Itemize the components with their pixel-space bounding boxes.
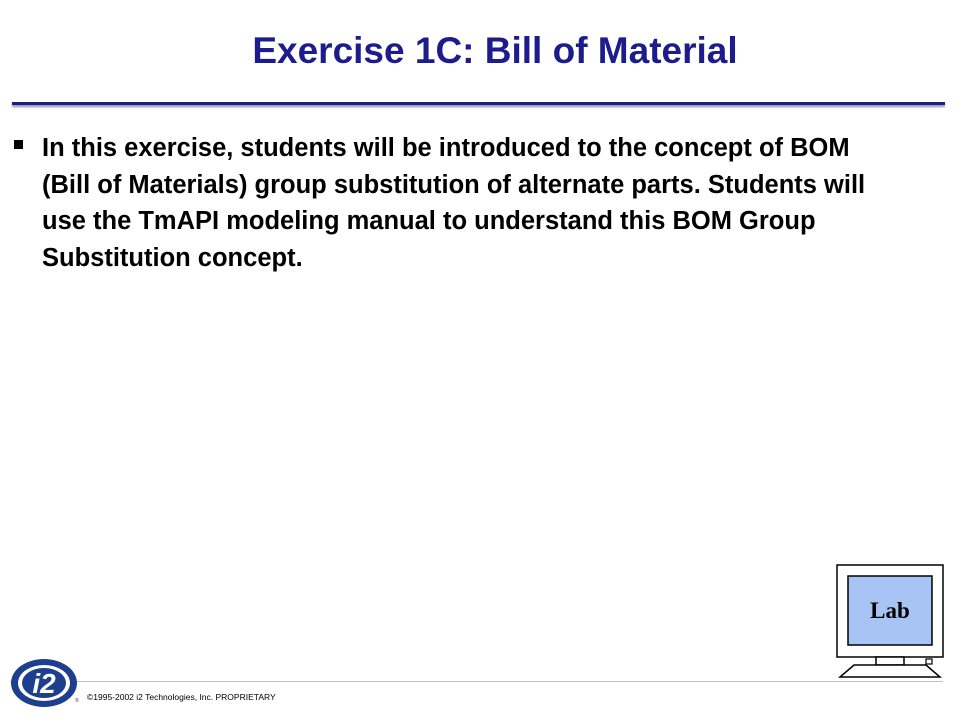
title-divider (12, 102, 945, 105)
slide-title: Exercise 1C: Bill of Material (252, 30, 738, 71)
svg-text:i2: i2 (32, 668, 56, 699)
lab-label: Lab (870, 597, 910, 623)
copyright-text: ©1995-2002 i2 Technologies, Inc. PROPRIETARY (87, 692, 276, 702)
lab-monitor-icon (836, 564, 944, 680)
bullet-text: In this exercise, students will be introduced to the concept of BOM (Bill of Materials) group substitution of alternate parts. Students will use the TmAPI modeling manual to understand this BOM Group Substitution concept. (42, 134, 866, 272)
square-bullet-icon (14, 140, 23, 149)
footer-divider (10, 681, 943, 682)
registered-mark: ® (75, 698, 79, 704)
i2-logo (8, 655, 82, 713)
